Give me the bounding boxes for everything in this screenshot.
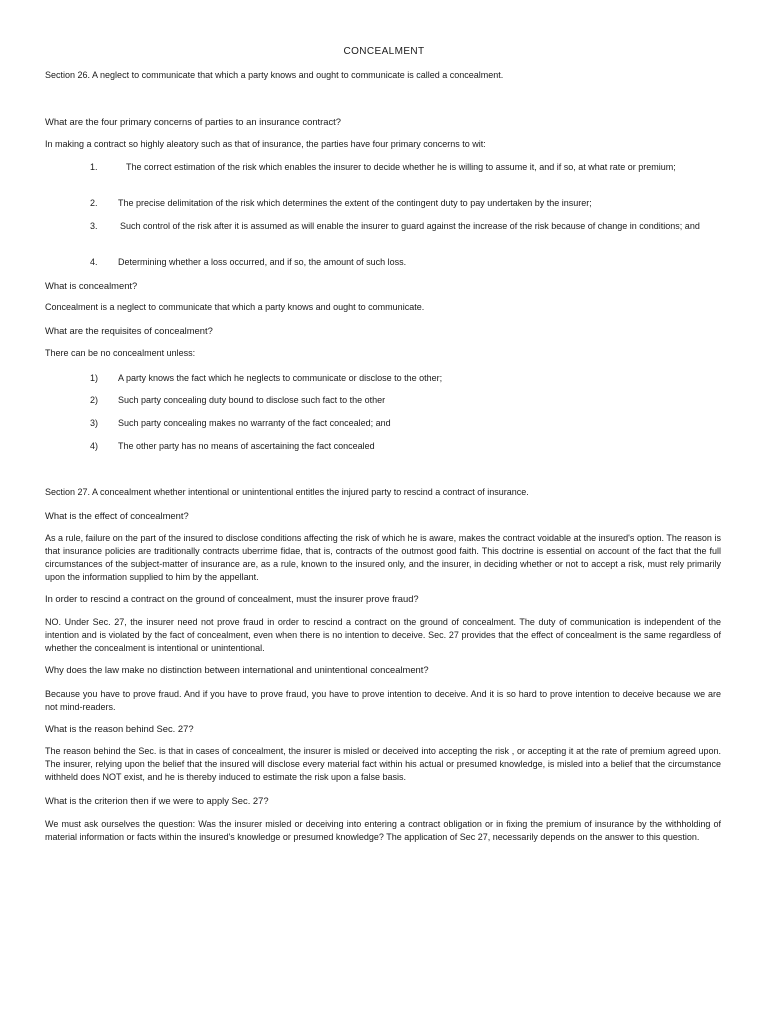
list-item-text: The precise delimitation of the risk which determines the extent of the contingent duty to pay undertaken by the insurer; <box>118 198 592 208</box>
list-item <box>90 197 721 210</box>
page-title: CONCEALMENT <box>343 46 425 57</box>
list-item-number: 4. <box>90 257 98 267</box>
question-reason: What is the reason behind Sec. 27? <box>45 723 194 734</box>
list-item-text: A party knows the fact which he neglects to communicate or disclose to the other; <box>118 373 443 383</box>
answer-no-distinction: Because you have to prove fraud. And if you have to prove fraud, you have to prove intention to deceive. And it is so hard to prove intention to deceive because we are not mind-readers. <box>45 689 721 712</box>
list-item-number: 4) <box>90 441 99 451</box>
list-item <box>90 394 721 407</box>
list-item-number: 3) <box>90 418 99 428</box>
list-item-number: 1) <box>90 373 99 383</box>
section-27: Section 27. A concealment whether intentional or unintentional entitles the injured party to rescind a contract of insurance. <box>45 487 529 497</box>
list-item-number: 2) <box>90 395 99 405</box>
question-what-is-concealment: What is concealment? <box>45 280 138 291</box>
question-criterion: What is the criterion then if we were to apply Sec. 27? <box>45 795 269 806</box>
answer-reason: The reason behind the Sec. is that in cases of concealment, the insurer is misled or deceived into accepting the risk , or accepting it at the rate of premium agreed upon. The insurer, relying upon the belief that the insured will disclose every material fact within his actual or presumed knowledge, is misled into a belief that the circumstance withheld does NOT exist, and he is thereby induced to estimate the risk upon a false basis. <box>45 746 721 782</box>
list-item-number: 3. <box>90 221 98 231</box>
list-item-text: Determining whether a loss occurred, and if so, the amount of such loss. <box>118 257 407 267</box>
list-item <box>90 256 721 269</box>
answer-four-concerns-intro: In making a contract so highly aleatory such as that of insurance, the parties have four primary concerns to wit: <box>45 139 486 149</box>
question-four-concerns: What are the four primary concerns of parties to an insurance contract? <box>45 116 341 127</box>
question-no-distinction: Why does the law make no distinction between international and unintentional concealment? <box>45 664 429 675</box>
answer-prove-fraud: NO. Under Sec. 27, the insurer need not prove fraud in order to rescind a contract on the ground of concealment. The duty of communication is independent of the intention and is violated by the fact of concealment, even when there is no intention to deceive. Sec. 27 provides that the effect of concealment is the same regardless of whether the concealment is intentional or unintentional. <box>45 617 721 653</box>
list-item-text: Such party concealing makes no warranty of the fact concealed; and <box>118 418 391 428</box>
list-item <box>90 440 721 453</box>
answer-requisites-intro: There can be no concealment unless: <box>45 348 196 358</box>
list-item-text: The other party has no means of ascertaining the fact concealed <box>118 441 375 451</box>
list-item-number: 2. <box>90 198 98 208</box>
list-item-text: The correct estimation of the risk which enables the insurer to decide whether he is willing to assume it, and if so, at what rate or premium; <box>126 162 676 172</box>
answer-criterion: We must ask ourselves the question: Was the insurer misled or deceiving into entering a contract obligation or in fixing the premium of insurance by the withholding of material information or facts within the insured's knowledge or presumed knowledge? The application of Sec 27, necessarily depends on the answer to this question. <box>45 819 721 842</box>
list-item-text: Such party concealing duty bound to disclose such fact to the other <box>118 395 386 405</box>
question-effect: What is the effect of concealment? <box>45 510 189 521</box>
answer-what-is-concealment: Concealment is a neglect to communicate that which a party knows and ought to communicate. <box>45 302 425 312</box>
list-item <box>90 161 721 174</box>
question-prove-fraud: In order to rescind a contract on the ground of concealment, must the insurer prove fraud? <box>45 593 419 604</box>
list-item-text: Such control of the risk after it is assumed as will enable the insurer to guard against the increase of the risk because of change in conditions; and <box>120 221 700 231</box>
question-requisites: What are the requisites of concealment? <box>45 325 213 336</box>
list-item-number: 1. <box>90 162 98 172</box>
answer-effect: As a rule, failure on the part of the insured to disclose conditions affecting the risk of which he is aware, makes the contract voidable at the insured's option. The reason is that insurance policies are traditionally contracts uberrime fidae, that is, contracts of the outmost good faith. This doctrine is essential on account of the fact that the full circumstances of the subject-matter of insurance are, as a rule, known to the insured only, and the insurer, in deciding whether or not to accept a risk, must rely primarily upon the information supplied to him by the appellant. <box>45 533 721 582</box>
section-26: Section 26. A neglect to communicate that which a party knows and ought to communicate is called a concealment. <box>45 70 504 80</box>
list-item <box>90 372 721 385</box>
list-item <box>90 417 721 430</box>
list-item <box>90 220 721 233</box>
